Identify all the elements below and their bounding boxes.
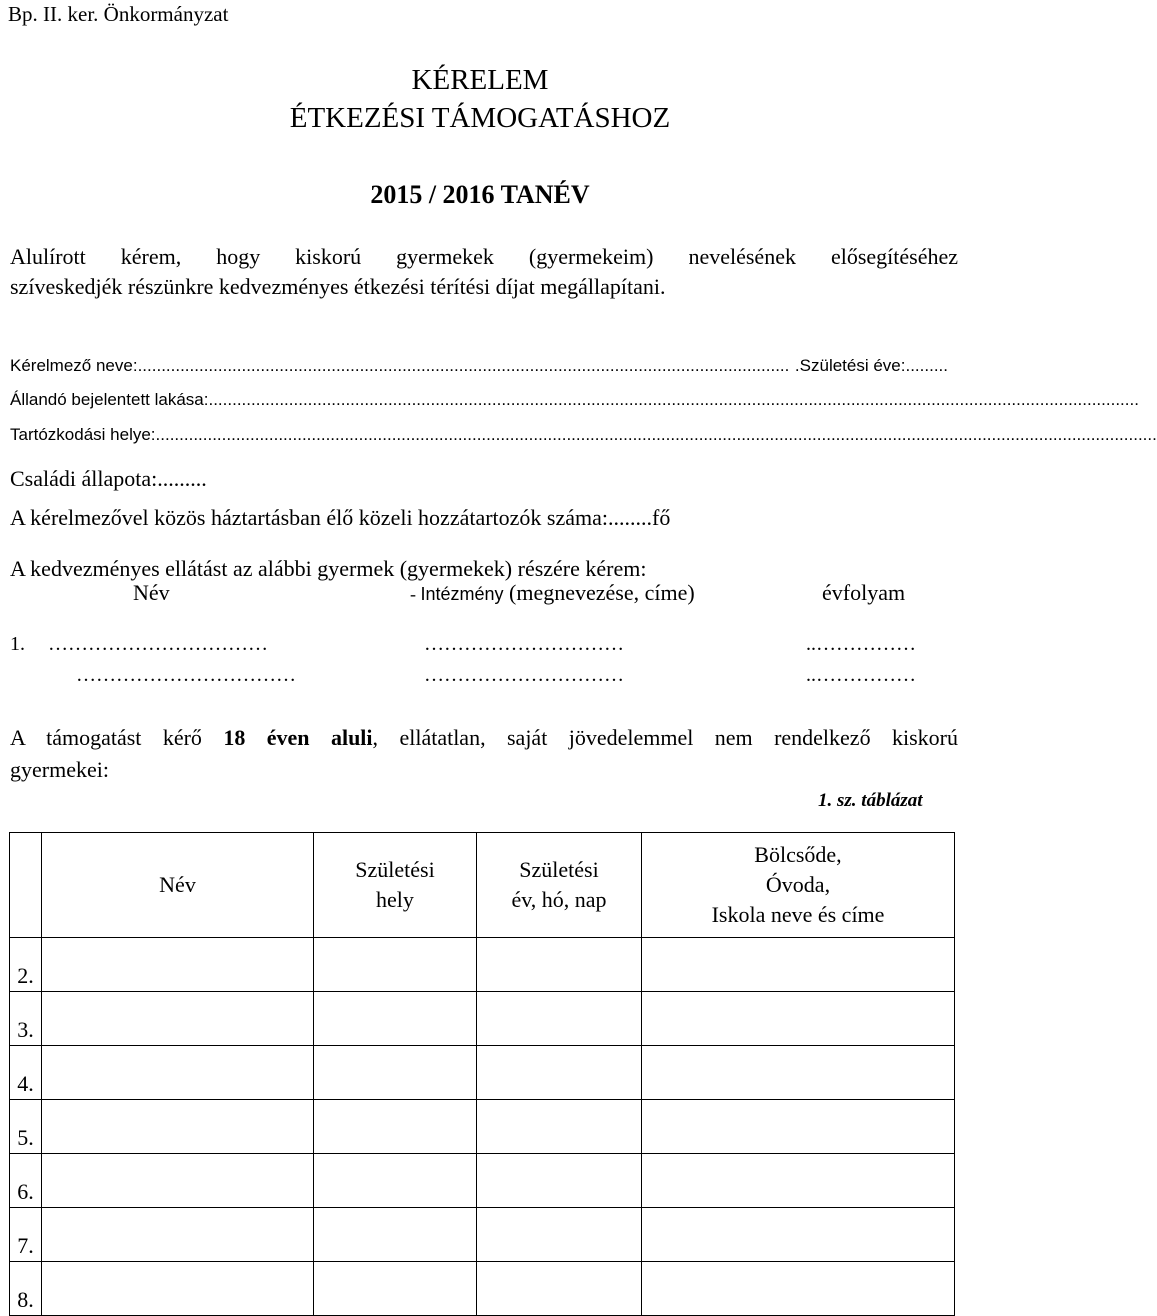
name-cell[interactable] xyxy=(42,1262,314,1316)
page-subtitle: ÉTKEZÉSI TÁMOGATÁSHOZ xyxy=(289,102,671,134)
table-row xyxy=(10,1046,955,1100)
birth-year-fill[interactable]: ......... xyxy=(905,356,948,375)
header-number-cell xyxy=(10,833,42,938)
row-number: 8. xyxy=(10,1262,42,1316)
column-name-header: Név xyxy=(133,580,170,605)
support-text xyxy=(10,725,958,751)
table-row xyxy=(10,938,955,992)
column-institution-header xyxy=(410,580,695,606)
birth-date-cell[interactable] xyxy=(477,1208,642,1262)
birth-date-cell[interactable] xyxy=(477,1154,642,1208)
name-cell[interactable] xyxy=(42,1046,314,1100)
residence-label: Tartózkodási helye: xyxy=(10,425,156,444)
row-number: 6. xyxy=(10,1154,42,1208)
name-cell[interactable] xyxy=(42,1208,314,1262)
header-organization: Bp. II. ker. Önkormányzat xyxy=(8,2,229,26)
table-header-row xyxy=(10,833,955,938)
permanent-address-end: .. xyxy=(1129,390,1139,409)
marital-status-field[interactable] xyxy=(10,466,207,492)
institution-cell[interactable] xyxy=(642,992,955,1046)
residence-fill[interactable]: ................................................................................................................................................................................................................... xyxy=(155,425,1153,444)
row-1-number: 1. xyxy=(10,633,25,655)
birth-place-cell[interactable] xyxy=(314,1100,477,1154)
permanent-address-field[interactable] xyxy=(10,390,1139,410)
residence-field[interactable] xyxy=(10,425,1157,445)
header-name: Név xyxy=(42,833,314,938)
support-text-post: , ellátatlan, saját jövedelemmel nem rendelkező kiskorú xyxy=(372,725,958,750)
name-cell[interactable] xyxy=(42,1154,314,1208)
table-row xyxy=(10,1208,955,1262)
household-members-field[interactable] xyxy=(10,505,670,531)
header-birth-date-line-2: év, hó, nap xyxy=(511,887,607,912)
household-members-label: A kérelmezővel közös háztartásban élő közeli hozzátartozók száma: xyxy=(10,505,609,530)
row-2-name-fill[interactable]: …………………………… xyxy=(76,664,296,686)
header-birth-date xyxy=(477,833,642,938)
column-institution-rest: (megnevezése, címe) xyxy=(503,580,695,605)
children-table xyxy=(9,832,955,1316)
support-text-line-2: gyermekei: xyxy=(10,757,109,782)
birth-date-cell[interactable] xyxy=(477,938,642,992)
birth-date-cell[interactable] xyxy=(477,1100,642,1154)
page-title: KÉRELEM xyxy=(411,64,549,96)
permanent-address-fill[interactable]: ................................................................................................................................................................................................... xyxy=(208,390,1130,409)
support-text-bold: 18 éven aluli xyxy=(223,725,373,750)
birth-place-cell[interactable] xyxy=(314,1262,477,1316)
birth-date-cell[interactable] xyxy=(477,1046,642,1100)
header-birth-date-line-1: Születési xyxy=(519,857,599,882)
row-2-institution-fill[interactable]: ………………………… xyxy=(424,664,624,686)
row-number: 7. xyxy=(10,1208,42,1262)
applicant-name-label: Kérelmező neve: xyxy=(10,356,138,375)
institution-cell[interactable] xyxy=(642,1100,955,1154)
column-grade-header: évfolyam xyxy=(822,580,906,605)
row-1-name-fill[interactable]: …………………………… xyxy=(48,633,268,655)
table-body xyxy=(10,938,955,1316)
support-text-pre: A támogatást kérő xyxy=(10,725,224,750)
table-label: 1. sz. táblázat xyxy=(818,790,923,811)
residence-end: . xyxy=(1152,425,1157,444)
name-cell[interactable] xyxy=(42,992,314,1046)
row-number: 4. xyxy=(10,1046,42,1100)
header-birth-place xyxy=(314,833,477,938)
table-row xyxy=(10,1262,955,1316)
institution-cell[interactable] xyxy=(642,1046,955,1100)
column-institution-word: Intézmény xyxy=(420,584,504,604)
table-row xyxy=(10,1154,955,1208)
row-number: 3. xyxy=(10,992,42,1046)
permanent-address-label: Állandó bejelentett lakása: xyxy=(10,390,209,409)
birth-place-cell[interactable] xyxy=(314,1046,477,1100)
birth-place-cell[interactable] xyxy=(314,992,477,1046)
institution-cell[interactable] xyxy=(642,1262,955,1316)
birth-place-cell[interactable] xyxy=(314,1154,477,1208)
marital-status-fill[interactable]: ......... xyxy=(157,466,207,491)
birth-place-cell[interactable] xyxy=(314,1208,477,1262)
birth-place-cell[interactable] xyxy=(314,938,477,992)
header-birth-place-line-2: hely xyxy=(376,887,414,912)
table-row xyxy=(10,992,955,1046)
row-1-institution-fill[interactable]: ………………………… xyxy=(424,633,624,655)
header-birth-place-line-1: Születési xyxy=(355,857,435,882)
marital-status-label: Családi állapota: xyxy=(10,466,158,491)
intro-line-2: szíveskedjék részünkre kedvezményes étkezési térítési díjat megállapítani. xyxy=(10,274,666,299)
school-year: 2015 / 2016 TANÉV xyxy=(370,180,590,209)
table-row xyxy=(10,1100,955,1154)
institution-cell[interactable] xyxy=(642,1154,955,1208)
name-cell[interactable] xyxy=(42,938,314,992)
header-institution-line-1: Bölcsőde, xyxy=(754,842,842,867)
applicant-name-field[interactable] xyxy=(10,356,948,376)
intro-line-1: Alulírott kérem, hogy kiskorú gyermekek (gyermekeim) nevelésének elősegítéséhez xyxy=(10,244,958,269)
row-2-grade-fill[interactable]: ..…………… xyxy=(806,664,916,686)
household-members-fill[interactable]: ........ xyxy=(608,505,653,530)
birth-year-label: .Születési éve: xyxy=(794,356,906,375)
birth-date-cell[interactable] xyxy=(477,992,642,1046)
row-1-grade-fill[interactable]: ..…………… xyxy=(806,633,916,655)
row-number: 2. xyxy=(10,938,42,992)
household-members-unit: fő xyxy=(652,505,671,530)
row-number: 5. xyxy=(10,1100,42,1154)
institution-cell[interactable] xyxy=(642,1208,955,1262)
applicant-name-fill[interactable]: .......................................................................................................................................... xyxy=(137,356,790,375)
column-institution-prefix: - xyxy=(410,584,421,604)
birth-date-cell[interactable] xyxy=(477,1262,642,1316)
request-text: A kedvezményes ellátást az alábbi gyermek (gyermekek) részére kérem: xyxy=(10,556,647,581)
institution-cell[interactable] xyxy=(642,938,955,992)
name-cell[interactable] xyxy=(42,1100,314,1154)
header-institution-line-2: Óvoda, xyxy=(765,872,831,897)
header-institution-line-3: Iskola neve és címe xyxy=(711,902,885,927)
header-institution xyxy=(642,833,955,938)
